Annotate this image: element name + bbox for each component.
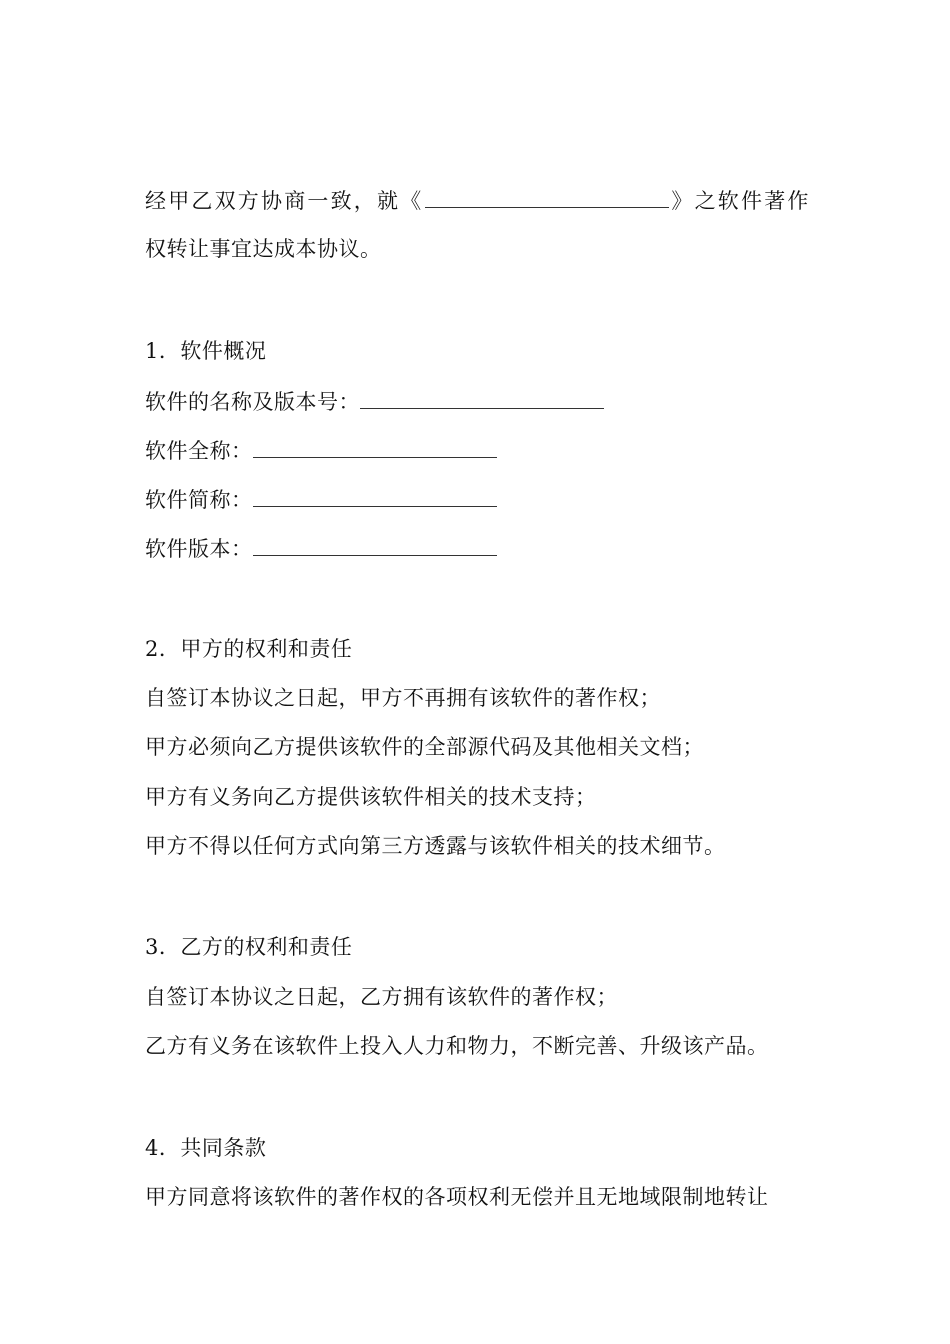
section-3-item: 乙方有义务在该软件上投入人力和物力，不断完善、升级该产品。: [145, 1034, 769, 1058]
intro-text-before: 经甲乙双方协商一致，就《: [145, 189, 424, 213]
field-label: 软件的名称及版本号：: [145, 390, 360, 414]
field-label: 软件全称：: [145, 439, 253, 463]
section-2-heading: 2．甲方的权利和责任: [145, 637, 353, 661]
field-label: 软件版本：: [145, 537, 253, 561]
field-version: [145, 533, 497, 564]
section-4-heading: 4．共同条款: [145, 1136, 267, 1160]
software-title-blank: [425, 185, 669, 208]
section-3-item: 自签订本协议之日起，乙方拥有该软件的著作权；: [145, 985, 618, 1009]
section-2-item: 自签订本协议之日起，甲方不再拥有该软件的著作权；: [145, 686, 661, 710]
section-3-heading: 3．乙方的权利和责任: [145, 935, 353, 959]
field-full-name: [145, 435, 497, 466]
field-blank: [253, 435, 497, 458]
section-2-item: 甲方不得以任何方式向第三方透露与该软件相关的技术细节。: [145, 834, 726, 858]
section-2-item: 甲方有义务向乙方提供该软件相关的技术支持；: [145, 785, 597, 809]
field-short-name: [145, 484, 497, 515]
section-1-heading: 1．软件概况: [145, 339, 267, 363]
intro-text-after: 》之软件著作: [671, 189, 811, 213]
field-blank: [360, 386, 604, 409]
field-name-version: [145, 386, 604, 417]
section-4-item: 甲方同意将该软件的著作权的各项权利无偿并且无地域限制地转让: [145, 1185, 769, 1209]
section-2-item: 甲方必须向乙方提供该软件的全部源代码及其他相关文档；: [145, 735, 704, 759]
field-blank: [253, 484, 497, 507]
intro-line-2: 权转让事宜达成本协议。: [145, 237, 382, 261]
field-label: 软件简称：: [145, 488, 253, 512]
field-blank: [253, 533, 497, 556]
intro-line-1: [145, 185, 811, 216]
